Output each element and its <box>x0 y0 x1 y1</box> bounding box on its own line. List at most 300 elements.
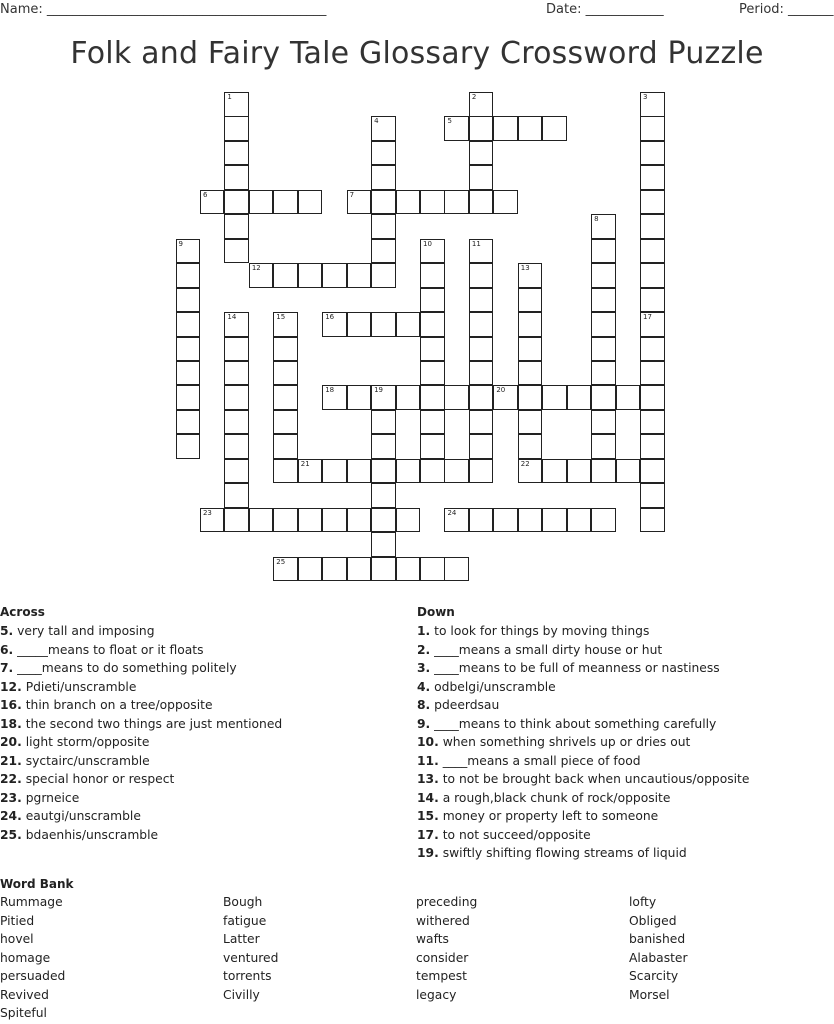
word-bank-item: legacy <box>416 987 457 1002</box>
grid-cell[interactable] <box>396 459 421 484</box>
grid-cell[interactable] <box>420 459 445 484</box>
word-bank-item: persuaded <box>0 969 66 983</box>
clue-text: eautgi/unscramble <box>21 809 141 823</box>
clue-number: 2. <box>417 642 431 657</box>
grid-cell[interactable] <box>420 239 445 264</box>
cell-number: 1 <box>227 93 232 101</box>
grid-cell[interactable] <box>591 410 616 435</box>
clue-text: pgrneice <box>21 790 80 805</box>
grid-cell[interactable] <box>322 385 347 410</box>
grid-cell[interactable] <box>640 434 665 459</box>
grid-cell[interactable] <box>371 190 396 215</box>
grid-cell[interactable] <box>224 508 249 533</box>
cell-number: 20 <box>496 386 506 395</box>
grid-cell[interactable] <box>640 214 665 239</box>
grid-cell[interactable] <box>396 508 421 533</box>
across-clue <box>0 659 282 678</box>
down-clues-list <box>417 622 749 863</box>
grid-cell[interactable] <box>224 410 249 435</box>
grid-cell[interactable] <box>469 337 494 362</box>
clue-text: when something shrivels up or dries out <box>438 735 691 749</box>
grid-cell[interactable] <box>298 190 323 215</box>
clue-number: 15. <box>417 809 439 823</box>
grid-cell[interactable] <box>273 410 298 435</box>
grid-cell[interactable] <box>176 410 201 435</box>
grid-cell[interactable] <box>518 116 543 141</box>
clue-text: ____means to be full of meanness or nastiness <box>430 661 720 675</box>
grid-cell[interactable] <box>469 361 494 386</box>
grid-cell[interactable] <box>322 459 347 484</box>
down-clue <box>417 715 749 734</box>
grid-cell[interactable] <box>469 239 494 264</box>
grid-cell[interactable] <box>591 434 616 459</box>
cell-number: 14 <box>227 313 237 322</box>
grid-cell[interactable] <box>469 508 494 533</box>
word-bank-item: hovel <box>0 932 34 946</box>
grid-cell[interactable] <box>224 337 249 362</box>
cell-number: 4 <box>374 117 379 126</box>
grid-cell[interactable] <box>224 214 249 239</box>
across-clues-list <box>0 622 282 844</box>
grid-cell[interactable] <box>591 459 616 484</box>
clue-number: 9. <box>417 716 431 731</box>
grid-cell[interactable] <box>298 508 323 533</box>
clue-number: 18. <box>0 716 22 731</box>
grid-cell[interactable] <box>371 141 396 166</box>
grid-cell[interactable] <box>591 239 616 264</box>
grid-cell[interactable] <box>396 557 421 582</box>
cell-number: 3 <box>643 93 648 101</box>
grid-cell[interactable] <box>371 483 396 508</box>
cell-number: 25 <box>276 557 286 566</box>
clue-text: Pdieti/unscramble <box>21 679 137 694</box>
grid-cell[interactable] <box>224 483 249 508</box>
grid-cell[interactable] <box>469 92 494 117</box>
grid-cell[interactable] <box>444 385 469 410</box>
cell-number: 19 <box>374 386 384 395</box>
grid-cell[interactable] <box>640 92 665 117</box>
grid-cell[interactable] <box>591 312 616 337</box>
grid-cell[interactable] <box>469 410 494 435</box>
grid-cell[interactable] <box>518 263 543 288</box>
cell-number: 12 <box>251 264 261 273</box>
grid-cell[interactable] <box>371 459 396 484</box>
grid-cell[interactable] <box>518 361 543 386</box>
grid-cell[interactable] <box>518 434 543 459</box>
word-bank-item: banished <box>629 932 686 946</box>
grid-cell[interactable] <box>176 312 201 337</box>
clue-number: 17. <box>417 827 439 842</box>
down-clue <box>417 826 749 845</box>
grid-cell[interactable] <box>224 361 249 386</box>
word-bank-item: fatigue <box>223 913 267 928</box>
cell-number: 5 <box>447 117 452 126</box>
grid-cell[interactable] <box>273 434 298 459</box>
across-clue <box>0 826 282 845</box>
clue-text: to look for things by moving things <box>430 624 650 638</box>
down-clue <box>417 844 749 863</box>
grid-cell[interactable] <box>322 312 347 337</box>
clue-text: money or property left to someone <box>438 809 659 823</box>
grid-cell[interactable] <box>420 434 445 459</box>
clue-number: 20. <box>0 735 22 749</box>
clue-number: 16. <box>0 698 22 712</box>
grid-cell[interactable] <box>273 361 298 386</box>
grid-cell[interactable] <box>420 190 445 215</box>
word-bank-item: homage <box>0 950 51 965</box>
word-bank-item: Civilly <box>223 987 260 1002</box>
grid-cell[interactable] <box>518 459 543 484</box>
across-clue <box>0 789 282 808</box>
grid-cell[interactable] <box>371 312 396 337</box>
grid-cell[interactable] <box>224 385 249 410</box>
grid-cell[interactable] <box>640 483 665 508</box>
grid-cell[interactable] <box>518 385 543 410</box>
name-field-label: Name: ___________________________________________ <box>0 2 327 17</box>
grid-cell[interactable] <box>469 459 494 484</box>
clue-number: 19. <box>417 846 439 860</box>
grid-cell[interactable] <box>371 214 396 239</box>
grid-cell[interactable] <box>322 263 347 288</box>
cell-number: 8 <box>594 215 599 224</box>
down-clue <box>417 789 749 808</box>
grid-cell[interactable] <box>371 434 396 459</box>
word-bank-item: ventured <box>223 950 279 965</box>
across-clue <box>0 696 282 715</box>
grid-cell[interactable] <box>542 459 567 484</box>
grid-cell[interactable] <box>249 263 274 288</box>
word-bank-heading: Word Bank <box>0 877 74 891</box>
grid-cell[interactable] <box>542 385 567 410</box>
grid-cell[interactable] <box>273 263 298 288</box>
grid-cell[interactable] <box>640 459 665 484</box>
cell-number: 13 <box>520 264 530 273</box>
grid-cell[interactable] <box>420 288 445 313</box>
word-bank-item: withered <box>416 913 470 928</box>
clue-text: _____means to float or it floats <box>13 642 204 657</box>
grid-cell[interactable] <box>347 385 372 410</box>
grid-cell[interactable] <box>591 508 616 533</box>
grid-cell[interactable] <box>469 165 494 190</box>
clue-number: 3. <box>417 661 431 675</box>
grid-cell[interactable] <box>176 288 201 313</box>
across-clue <box>0 641 282 660</box>
grid-cell[interactable] <box>616 459 641 484</box>
grid-cell[interactable] <box>224 190 249 215</box>
clue-text: thin branch on a tree/opposite <box>21 698 213 712</box>
word-bank-item: Morsel <box>629 987 670 1002</box>
grid-cell[interactable] <box>420 337 445 362</box>
clue-text: pdeerdsau <box>430 698 500 712</box>
grid-cell[interactable] <box>640 385 665 410</box>
grid-cell[interactable] <box>591 337 616 362</box>
cell-number: 18 <box>325 386 335 395</box>
grid-cell[interactable] <box>420 557 445 582</box>
cell-number: 16 <box>325 313 335 322</box>
grid-cell[interactable] <box>591 263 616 288</box>
grid-cell[interactable] <box>469 312 494 337</box>
grid-cell[interactable] <box>640 312 665 337</box>
clue-text: odbelgi/unscramble <box>430 679 556 694</box>
grid-cell[interactable] <box>493 190 518 215</box>
grid-cell[interactable] <box>567 385 592 410</box>
grid-cell[interactable] <box>518 410 543 435</box>
clue-number: 4. <box>417 679 431 694</box>
clue-text: light storm/opposite <box>21 735 150 749</box>
grid-cell[interactable] <box>444 190 469 215</box>
word-bank-item: tempest <box>416 969 467 983</box>
down-heading: Down <box>417 605 455 619</box>
clue-text: bdaenhis/unscramble <box>21 827 159 842</box>
cell-number: 6 <box>202 190 208 199</box>
date-field-label: Date: ____________ <box>546 2 664 17</box>
grid-cell[interactable] <box>469 434 494 459</box>
word-bank-item: Scarcity <box>629 969 679 983</box>
word-bank-item: Latter <box>223 932 260 946</box>
grid-cell[interactable] <box>224 165 249 190</box>
clue-number: 7. <box>0 661 14 675</box>
cell-number: 7 <box>349 190 355 199</box>
grid-cell[interactable] <box>420 263 445 288</box>
clue-text: ____means a small dirty house or hut <box>430 642 663 657</box>
grid-cell[interactable] <box>591 288 616 313</box>
grid-cell[interactable] <box>640 337 665 362</box>
grid-cell[interactable] <box>224 92 249 117</box>
word-bank-item: Alabaster <box>629 950 688 965</box>
down-clue <box>417 807 749 826</box>
word-bank-item: wafts <box>416 932 449 946</box>
down-clue <box>417 733 749 752</box>
grid-cell[interactable] <box>640 165 665 190</box>
clue-number: 21. <box>0 753 22 768</box>
clue-number: 5. <box>0 624 14 638</box>
grid-cell[interactable] <box>347 508 372 533</box>
grid-cell[interactable] <box>224 116 249 141</box>
across-clue <box>0 807 282 826</box>
grid-cell[interactable] <box>640 508 665 533</box>
grid-cell[interactable] <box>176 263 201 288</box>
down-clue <box>417 641 749 660</box>
grid-cell[interactable] <box>420 385 445 410</box>
grid-cell[interactable] <box>469 116 494 141</box>
page-title: Folk and Fairy Tale Glossary Crossword Puzzle <box>70 36 764 71</box>
grid-cell[interactable] <box>420 410 445 435</box>
down-clue <box>417 678 749 697</box>
grid-cell[interactable] <box>273 190 298 215</box>
grid-cell[interactable] <box>249 508 274 533</box>
grid-cell[interactable] <box>640 141 665 166</box>
period-field-label: Period: _______ <box>739 2 834 17</box>
grid-cell[interactable] <box>640 288 665 313</box>
grid-cell[interactable] <box>298 557 323 582</box>
grid-cell[interactable] <box>224 459 249 484</box>
grid-cell[interactable] <box>176 385 201 410</box>
clue-number: 11. <box>417 753 439 768</box>
grid-cell[interactable] <box>640 263 665 288</box>
clue-text: to not be brought back when uncautious/opposite <box>438 772 750 786</box>
grid-cell[interactable] <box>396 385 421 410</box>
grid-cell[interactable] <box>371 263 396 288</box>
grid-cell[interactable] <box>444 557 469 582</box>
grid-cell[interactable] <box>347 263 372 288</box>
grid-cell[interactable] <box>176 361 201 386</box>
grid-cell[interactable] <box>640 239 665 264</box>
grid-cell[interactable] <box>298 263 323 288</box>
word-bank-item: Spiteful <box>0 1006 47 1020</box>
grid-cell[interactable] <box>176 337 201 362</box>
grid-cell[interactable] <box>591 385 616 410</box>
grid-cell[interactable] <box>273 312 298 337</box>
grid-cell[interactable] <box>273 459 298 484</box>
word-bank-item: Bough <box>223 895 263 909</box>
grid-cell[interactable] <box>396 190 421 215</box>
grid-cell[interactable] <box>493 385 518 410</box>
grid-cell[interactable] <box>518 312 543 337</box>
cell-number: 15 <box>276 313 286 322</box>
cell-number: 17 <box>643 313 652 322</box>
grid-cell[interactable] <box>347 312 372 337</box>
clue-number: 10. <box>417 735 439 749</box>
grid-cell[interactable] <box>444 116 469 141</box>
word-bank-item: Obliged <box>629 913 677 928</box>
grid-cell[interactable] <box>371 557 396 582</box>
grid-cell[interactable] <box>469 141 494 166</box>
grid-cell[interactable] <box>469 263 494 288</box>
across-clue <box>0 715 282 734</box>
grid-cell[interactable] <box>567 508 592 533</box>
grid-cell[interactable] <box>420 312 445 337</box>
grid-cell[interactable] <box>224 141 249 166</box>
clue-text: ____means to think about something carefully <box>430 716 717 731</box>
cell-number: 21 <box>300 459 310 468</box>
clue-text: to not succeed/opposite <box>438 827 591 842</box>
clue-text: special honor or respect <box>21 772 175 786</box>
grid-cell[interactable] <box>200 190 225 215</box>
grid-cell[interactable] <box>371 508 396 533</box>
grid-cell[interactable] <box>273 337 298 362</box>
grid-cell[interactable] <box>640 361 665 386</box>
grid-cell[interactable] <box>371 532 396 557</box>
down-clue <box>417 659 749 678</box>
grid-cell[interactable] <box>469 385 494 410</box>
clue-text: a rough,black chunk of rock/opposite <box>438 790 671 805</box>
clue-number: 24. <box>0 809 22 823</box>
cell-number: 23 <box>202 508 212 517</box>
clue-number: 8. <box>417 698 431 712</box>
grid-cell[interactable] <box>298 459 323 484</box>
clue-number: 1. <box>417 624 431 638</box>
word-bank-item: torrents <box>223 969 272 983</box>
grid-cell[interactable] <box>249 190 274 215</box>
cell-number: 10 <box>423 239 432 248</box>
grid-cell[interactable] <box>224 239 249 264</box>
grid-cell[interactable] <box>542 508 567 533</box>
grid-cell[interactable] <box>200 508 225 533</box>
word-bank-item: consider <box>416 950 469 965</box>
grid-cell[interactable] <box>322 508 347 533</box>
down-clue <box>417 770 749 789</box>
grid-cell[interactable] <box>273 508 298 533</box>
word-bank-item: Rummage <box>0 895 63 909</box>
down-clue <box>417 622 749 641</box>
grid-cell[interactable] <box>518 508 543 533</box>
word-bank-item: Revived <box>0 987 49 1002</box>
grid-cell[interactable] <box>542 116 567 141</box>
grid-cell[interactable] <box>420 361 445 386</box>
grid-cell[interactable] <box>493 116 518 141</box>
grid-cell[interactable] <box>591 361 616 386</box>
grid-cell[interactable] <box>567 459 592 484</box>
grid-cell[interactable] <box>640 190 665 215</box>
grid-cell[interactable] <box>469 288 494 313</box>
grid-cell[interactable] <box>371 116 396 141</box>
word-bank-item: lofty <box>629 895 657 909</box>
grid-cell[interactable] <box>371 239 396 264</box>
grid-cell[interactable] <box>224 434 249 459</box>
grid-cell[interactable] <box>176 434 201 459</box>
grid-cell[interactable] <box>640 410 665 435</box>
grid-cell[interactable] <box>371 165 396 190</box>
down-clue <box>417 752 749 771</box>
clue-number: 13. <box>417 772 439 786</box>
grid-cell[interactable] <box>371 410 396 435</box>
clue-text: syctairc/unscramble <box>21 753 150 768</box>
grid-cell[interactable] <box>273 385 298 410</box>
grid-cell[interactable] <box>444 459 469 484</box>
across-clue <box>0 770 282 789</box>
clue-text: very tall and imposing <box>13 624 155 638</box>
across-clue <box>0 733 282 752</box>
clue-text: swiftly shifting flowing streams of liquid <box>438 846 687 860</box>
clue-number: 14. <box>417 790 439 805</box>
grid-cell[interactable] <box>469 190 494 215</box>
grid-cell[interactable] <box>371 385 396 410</box>
down-clue <box>417 696 749 715</box>
cell-number: 24 <box>447 508 457 517</box>
clue-number: 12. <box>0 679 22 694</box>
across-clue <box>0 752 282 771</box>
grid-cell[interactable] <box>518 288 543 313</box>
grid-cell[interactable] <box>347 190 372 215</box>
clue-number: 25. <box>0 827 22 842</box>
cell-number: 22 <box>520 459 530 468</box>
word-bank-item: preceding <box>416 895 478 909</box>
clue-number: 6. <box>0 642 14 657</box>
grid-cell[interactable] <box>347 459 372 484</box>
grid-cell[interactable] <box>347 557 372 582</box>
grid-cell[interactable] <box>224 312 249 337</box>
grid-cell[interactable] <box>518 337 543 362</box>
cell-number: 9 <box>178 239 183 248</box>
grid-cell[interactable] <box>396 312 421 337</box>
grid-cell[interactable] <box>591 214 616 239</box>
across-clue <box>0 678 282 697</box>
across-clue <box>0 622 282 641</box>
cell-number: 2 <box>471 93 477 101</box>
clue-number: 22. <box>0 772 22 786</box>
clue-text: ____means a small piece of food <box>438 753 641 768</box>
cell-number: 11 <box>471 239 481 248</box>
grid-cell[interactable] <box>616 385 641 410</box>
grid-cell[interactable] <box>493 508 518 533</box>
grid-cell[interactable] <box>444 508 469 533</box>
grid-cell[interactable] <box>273 557 298 582</box>
grid-cell[interactable] <box>322 557 347 582</box>
grid-cell[interactable] <box>640 116 665 141</box>
grid-cell[interactable] <box>176 239 201 264</box>
word-bank-item: Pitied <box>0 913 35 928</box>
across-heading: Across <box>0 605 45 619</box>
